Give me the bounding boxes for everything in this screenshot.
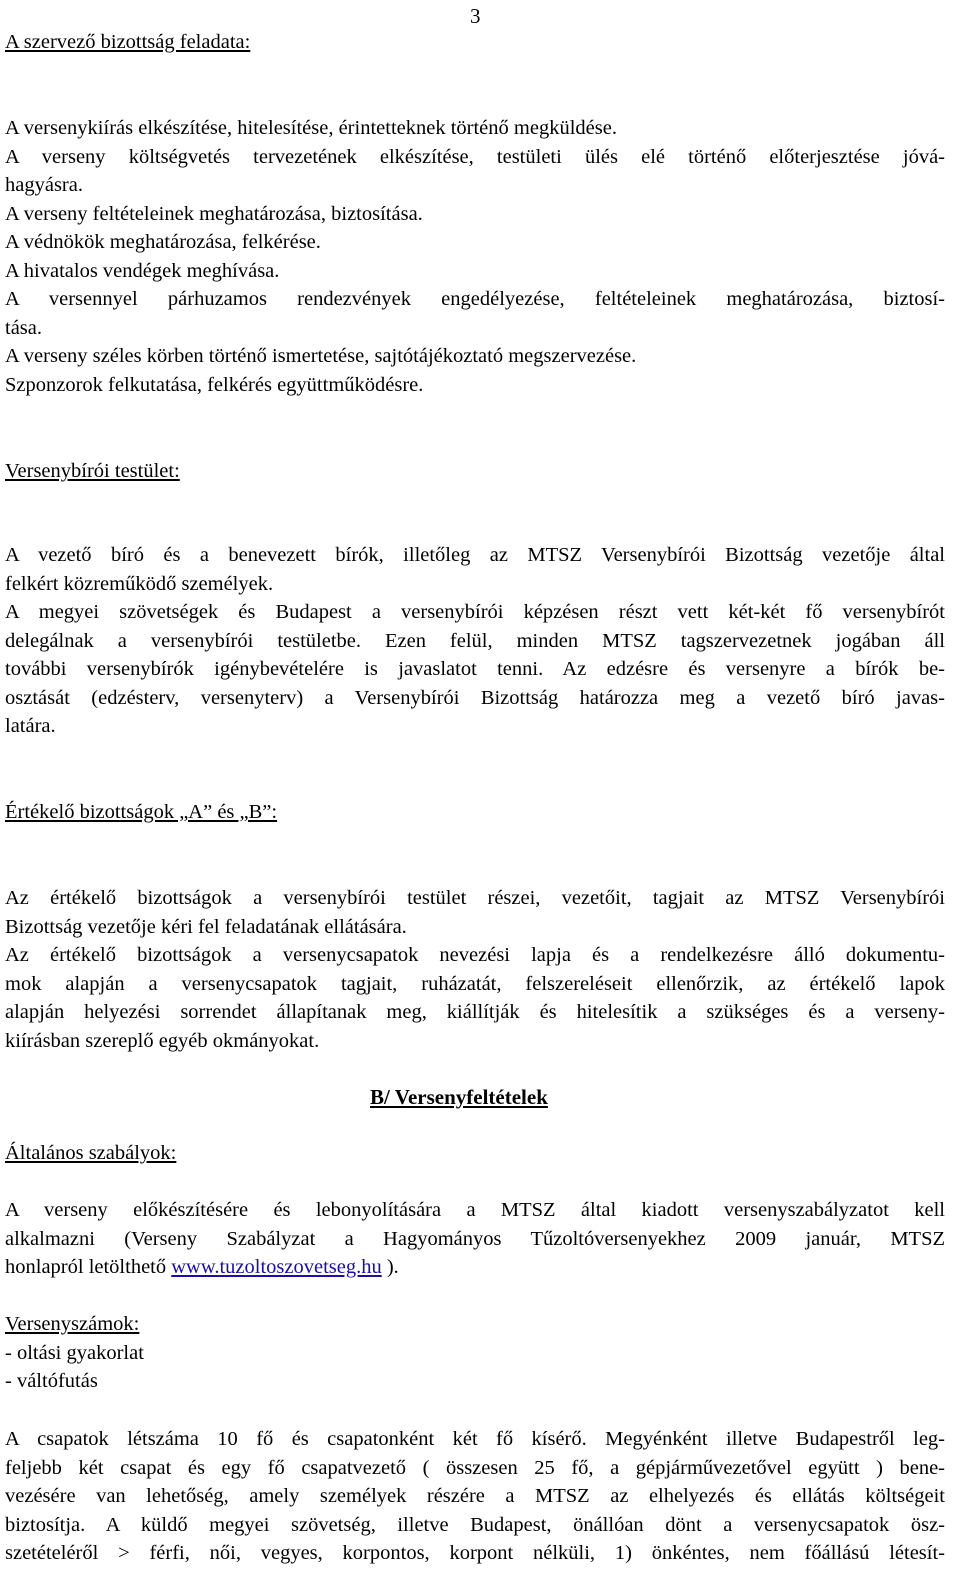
section-b-heading: B/ Versenyfeltételek	[370, 1085, 548, 1109]
website-link[interactable]: www.tuzoltoszovetseg.hu	[171, 1256, 382, 1278]
text-line: további versenybírók igénybevételére is javaslatot tenni. Az edzésre és versenyre a bírók be-	[5, 658, 945, 680]
list-item: Szponzorok felkutatása, felkérés együttműködésre.	[5, 373, 424, 396]
text-line: A megyei szövetségek és Budapest a versenybírói képzésen részt vett két-két fő versenybírót	[5, 601, 945, 623]
committees-body	[5, 884, 945, 1055]
text-line: feljebb két csapat és egy fő csapatvezető ( összesen 25 fő, a gépjárművezetővel együtt ) bene-	[5, 1456, 945, 1479]
list-item: A versenykiírás elkészítése, hitelesítése, érintetteknek történő megküldése.	[5, 117, 617, 139]
list-item: - váltófutás	[5, 1370, 98, 1392]
text-line: A vezető bíró és a benevezett bírók, illetőleg az MTSZ Versenybírói Bizottság vezetője által	[5, 544, 945, 566]
list-item: tása.	[5, 316, 42, 339]
text-line: szetételéről > férfi, női, vegyes, korpontos, korpont nélküli, 1) önkéntes, nem főállású létesít-	[5, 1542, 945, 1564]
text-line: Bizottság vezetője kéri fel feladatának ellátására.	[5, 915, 407, 938]
text-line: osztását (edzésterv, versenyterv) a Versenybírói Bizottság határozza meg a vezető bíró javas-	[5, 686, 945, 709]
text-line: alapján helyezési sorrendet állapítanak meg, kiállítják és hitelesítik a szükséges és a verseny-	[5, 1001, 945, 1023]
list-item: A verseny széles körben történő ismertetése, sajtótájékoztató megszervezése.	[5, 345, 637, 367]
jury-heading: Versenybírói testület:	[5, 460, 180, 482]
list-item: A verseny feltételeinek meghatározása, biztosítása.	[5, 202, 423, 225]
organizer-body	[5, 114, 945, 399]
text-line	[5, 1253, 945, 1282]
text-line: kiírásban szereplő egyéb okmányokat.	[5, 1029, 320, 1052]
page-number: 3	[470, 4, 481, 28]
general-body	[5, 1196, 945, 1282]
text-fragment: ).	[381, 1256, 399, 1278]
text-line: delegálnak a versenybírói testületbe. Ezen felül, minden MTSZ tagszervezetnek jogában áll	[5, 629, 945, 652]
text-line: A verseny előkészítésére és lebonyolítására a MTSZ által kiadott versenyszabályzatot kell	[5, 1199, 945, 1221]
list-item: - oltási gyakorlat	[5, 1341, 144, 1364]
list-item: A versennyel párhuzamos rendezvények engedélyezése, feltételeinek meghatározása, biztosí-	[5, 288, 945, 310]
text-line: biztosítja. A küldő megyei szövetség, illetve Budapest, önállóan dönt a versenycsapatok ösz-	[5, 1513, 945, 1536]
list-item: A hivatalos vendégek meghívása.	[5, 259, 280, 282]
text-line: latára.	[5, 715, 56, 737]
jury-body	[5, 541, 945, 741]
list-item: A védnökök meghatározása, felkérése.	[5, 231, 321, 253]
text-fragment: honlapról letölthető	[5, 1256, 172, 1278]
organizer-heading: A szervező bizottság feladata:	[5, 31, 251, 53]
text-line: felkért közreműködő személyek.	[5, 572, 274, 595]
general-heading: Általános szabályok:	[5, 1142, 177, 1164]
text-line: mok alapján a versenycsapatok tagjait, ruházatát, felszereléseit ellenőrzik, az értékelő lapok	[5, 972, 945, 995]
text-line: alkalmazni (Verseny Szabályzat a Hagyományos Tűzoltóversenyekhez 2009 január, MTSZ	[5, 1227, 945, 1250]
list-item: A verseny költségvetés tervezetének elkészítése, testületi ülés elé történő előterjesztése jóvá-	[5, 145, 945, 168]
text-line: vezésére van lehetőség, amely személyek részére a MTSZ az elhelyezés és ellátás költségeit	[5, 1485, 945, 1507]
committees-heading: Értékelő bizottságok „A” és „B”:	[5, 801, 278, 823]
text-line: A csapatok létszáma 10 fő és csapatonként két fő kísérő. Megyénként illetve Budapestről leg-	[5, 1428, 945, 1450]
events-heading: Versenyszámok:	[5, 1313, 140, 1335]
list-item: hagyásra.	[5, 174, 83, 196]
text-line: Az értékelő bizottságok a versenybírói testület részei, vezetőit, tagjait az MTSZ Versenybírói	[5, 887, 945, 909]
text-line: Az értékelő bizottságok a versenycsapatok nevezési lapja és a rendelkezésre álló dokumentu-	[5, 944, 945, 966]
events-block	[5, 1310, 945, 1396]
teams-body	[5, 1425, 945, 1568]
